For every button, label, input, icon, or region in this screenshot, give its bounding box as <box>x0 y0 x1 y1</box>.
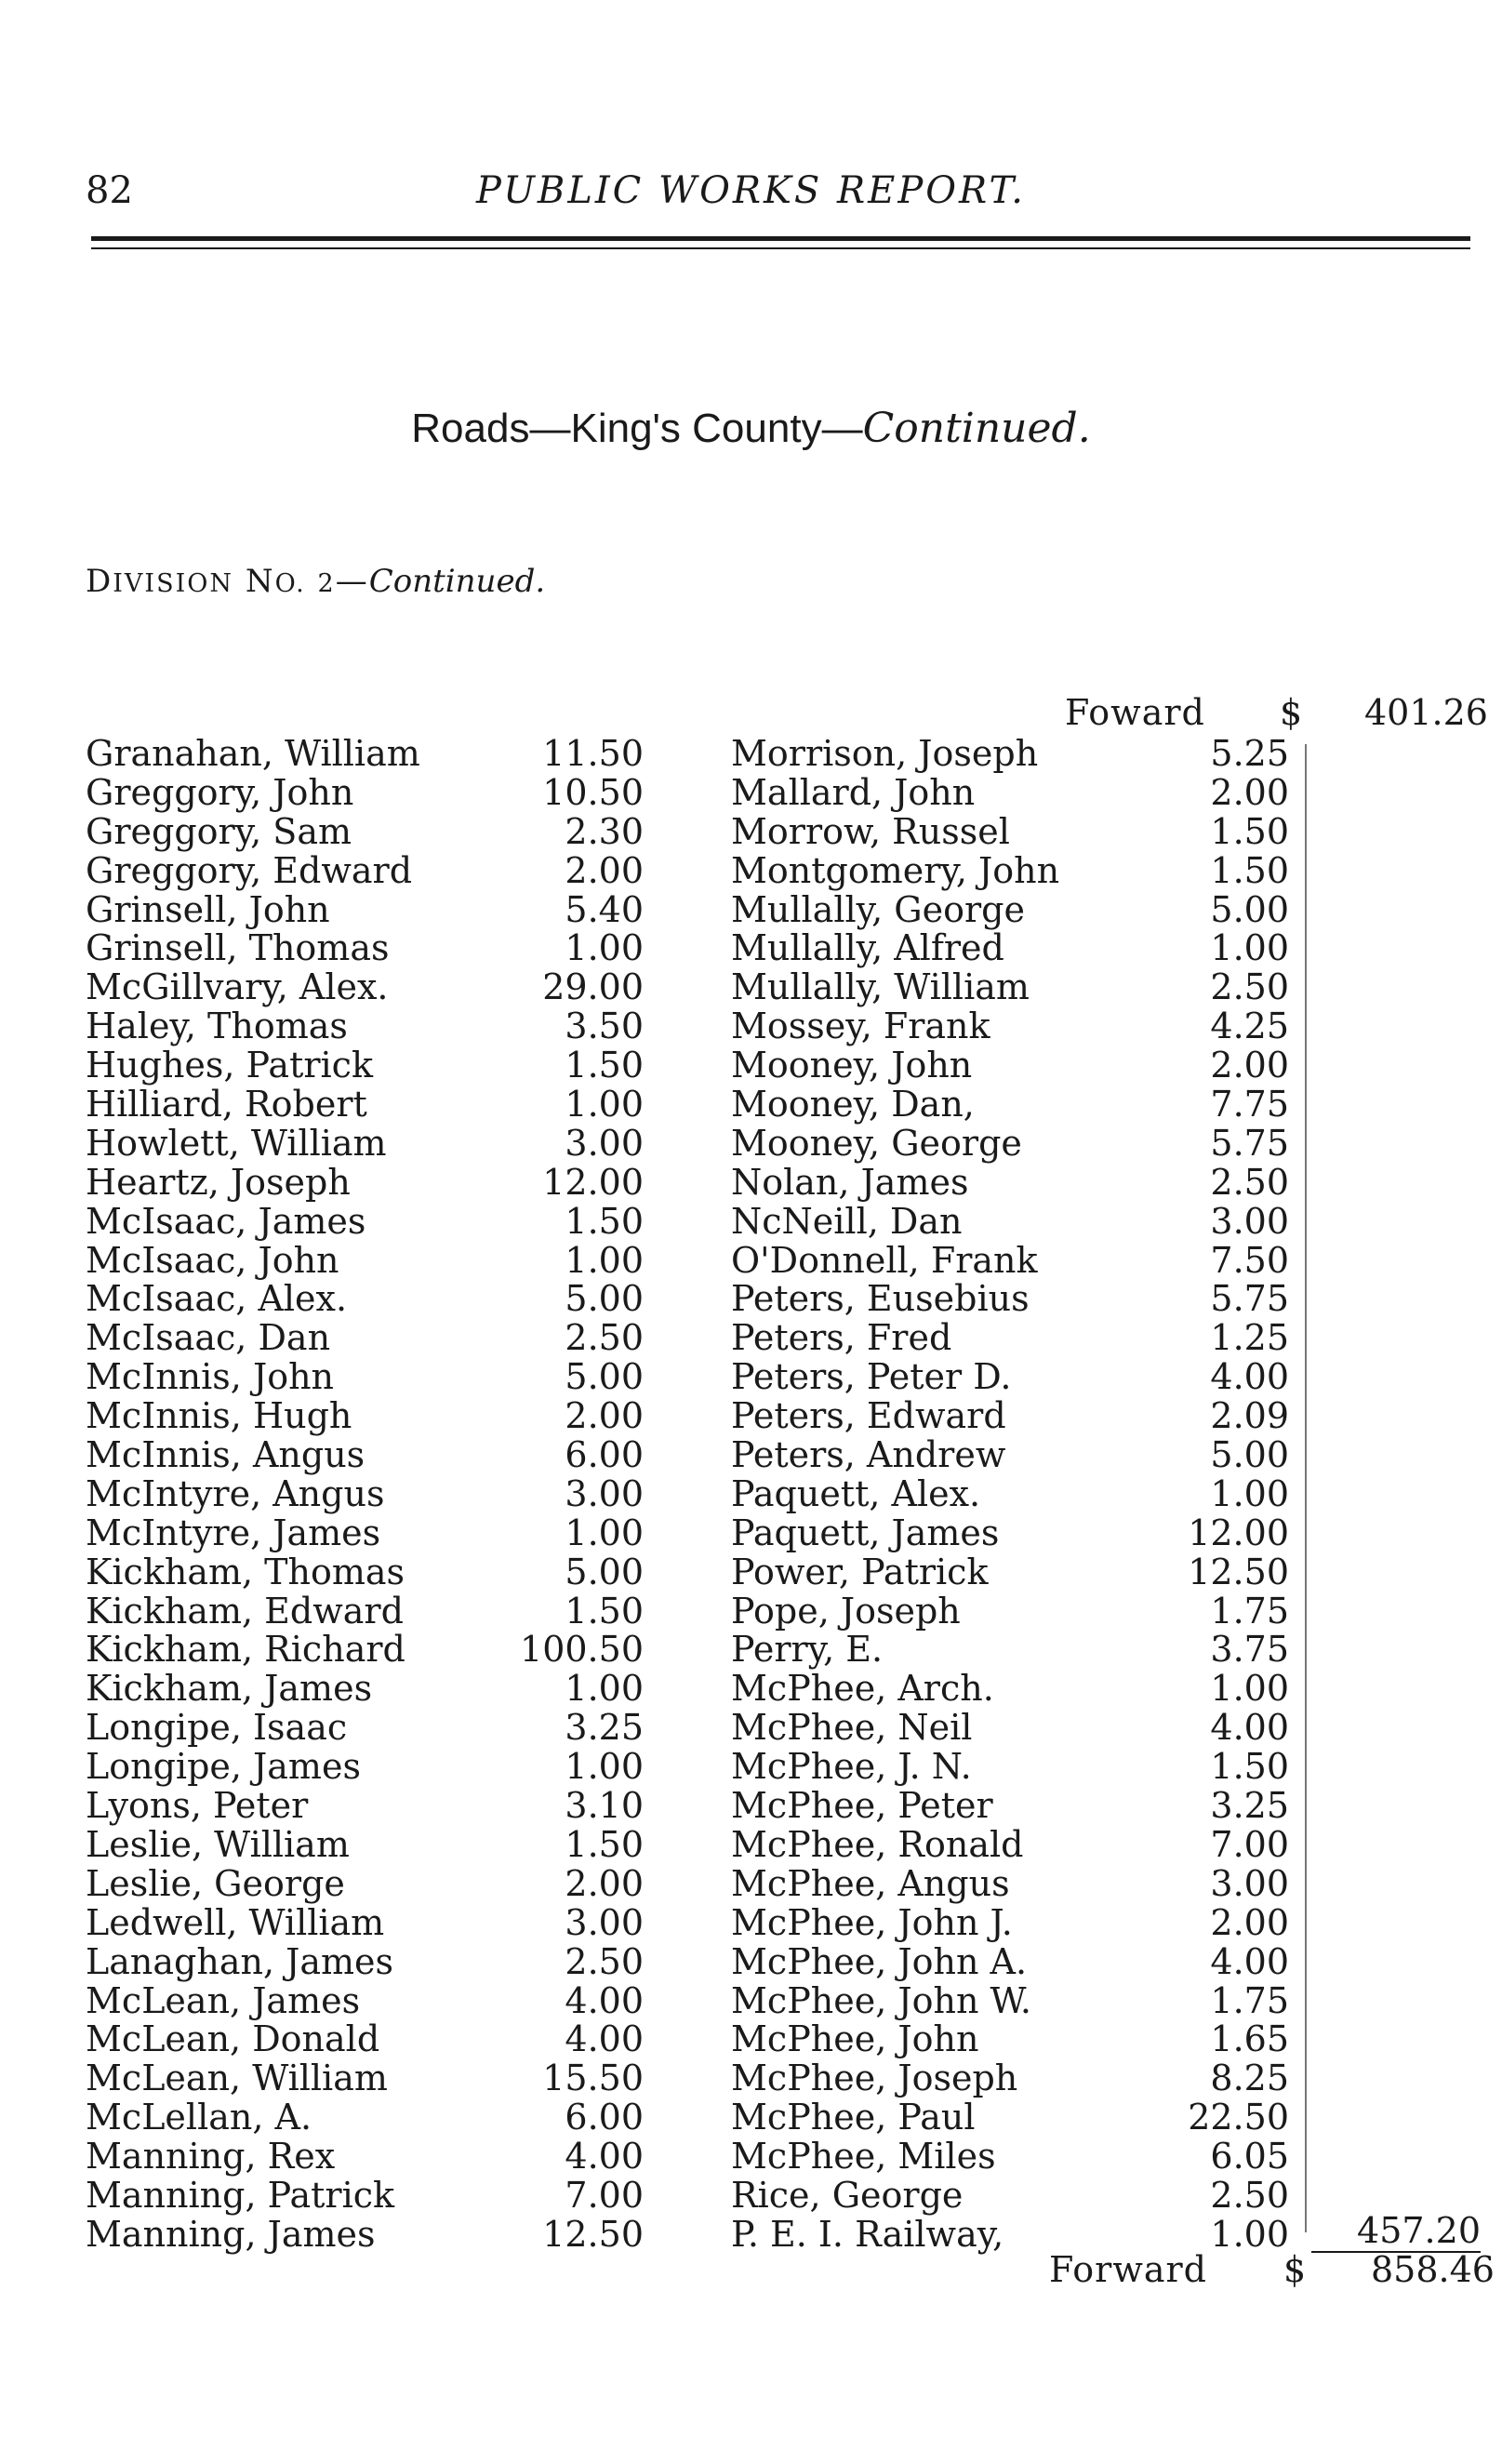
left-entry-name: Hughes, Patrick <box>86 1045 373 1086</box>
right-entry-row <box>731 1436 1289 1475</box>
left-entry-row <box>86 1514 644 1553</box>
forward-header-value: 401.26 <box>1364 692 1488 733</box>
left-entry-row <box>86 1940 644 1982</box>
left-entry-row <box>86 1748 644 1787</box>
right-entry-name: Mullally, William <box>731 966 1030 1008</box>
column-total-block <box>1311 2212 1481 2253</box>
right-entry-row <box>731 1046 1289 1085</box>
right-entries-column <box>731 735 1289 2255</box>
left-entry-name: Kickham, Richard <box>86 1629 405 1671</box>
left-entry-amount: 3.00 <box>565 1122 644 1164</box>
right-entry-amount: 1.00 <box>1210 2213 1289 2255</box>
right-entry-amount: 7.75 <box>1210 1084 1289 1125</box>
left-entry-name: Lanaghan, James <box>86 1940 394 1982</box>
right-entry-name: McPhee, Arch. <box>731 1668 994 1710</box>
left-entry-amount: 5.40 <box>565 888 644 930</box>
left-entry-name: McLean, William <box>86 2058 388 2099</box>
division-word-rest: IVISION <box>113 569 234 598</box>
left-entry-row <box>86 1787 644 1826</box>
left-entry-row <box>86 1280 644 1319</box>
left-entry-amount: 7.00 <box>565 2174 644 2216</box>
right-entry-row <box>731 1514 1289 1553</box>
right-entry-row <box>731 1085 1289 1125</box>
left-entry-amount: 10.50 <box>542 771 644 813</box>
right-entry-row <box>731 1631 1289 1670</box>
left-entry-amount: 2.50 <box>565 1317 644 1359</box>
left-entry-amount: 2.00 <box>565 1862 644 1904</box>
right-entry-name: Nolan, James <box>731 1161 969 1203</box>
right-entry-name: McPhee, Peter <box>731 1785 993 1827</box>
left-entry-name: Grinsell, John <box>86 888 330 930</box>
right-entry-name: O'Donnell, Frank <box>731 1239 1038 1281</box>
right-entry-amount: 1.65 <box>1210 2018 1289 2060</box>
left-entry-amount: 1.00 <box>565 1668 644 1710</box>
left-entry-row <box>86 1709 644 1748</box>
left-entry-amount: 4.00 <box>565 1979 644 2021</box>
right-entry-name: Mooney, John <box>731 1045 973 1086</box>
header-rule-thin <box>91 247 1470 249</box>
right-entry-amount: 12.50 <box>1188 1551 1289 1592</box>
left-entry-amount: 1.00 <box>565 1746 644 1788</box>
left-entry-row <box>86 1161 644 1203</box>
right-entry-amount: 5.00 <box>1210 888 1289 930</box>
left-entry-name: McIsaac, James <box>86 1200 366 1242</box>
left-entry-name: Howlett, William <box>86 1122 387 1164</box>
right-entry-amount: 1.75 <box>1210 1979 1289 2021</box>
right-entry-name: Mullally, George <box>731 888 1025 930</box>
right-entry-name: Pope, Joseph <box>731 1590 961 1632</box>
right-entry-amount: 7.00 <box>1210 1823 1289 1865</box>
right-entry-name: Peters, Edward <box>731 1395 1006 1437</box>
right-entry-name: Mossey, Frank <box>731 1006 990 1047</box>
left-entry-row <box>86 1319 644 1358</box>
left-entry-name: Longipe, Isaac <box>86 1707 348 1749</box>
left-entry-name: Haley, Thomas <box>86 1006 348 1047</box>
left-entry-amount: 29.00 <box>542 966 644 1008</box>
left-entry-row <box>86 1631 644 1670</box>
left-entry-amount: 1.00 <box>565 927 644 969</box>
right-entry-amount: 4.00 <box>1210 1356 1289 1398</box>
left-entry-amount: 4.00 <box>565 2018 644 2060</box>
right-entry-name: Mooney, Dan, <box>731 1084 975 1125</box>
left-entry-row <box>86 1472 644 1514</box>
left-entry-row <box>86 1436 644 1475</box>
right-entry-row <box>731 1553 1289 1592</box>
right-entry-amount: 12.00 <box>1188 1512 1289 1553</box>
left-entry-row <box>86 2098 644 2138</box>
right-entry-name: Paquett, Alex. <box>731 1472 981 1514</box>
left-entry-row <box>86 2174 644 2216</box>
left-entry-name: McGillvary, Alex. <box>86 966 389 1008</box>
left-entry-row <box>86 810 644 852</box>
right-entry-name: McPhee, Neil <box>731 1707 973 1749</box>
section-title-main: Roads—King's County— <box>411 406 863 451</box>
right-entry-amount: 1.00 <box>1210 1472 1289 1514</box>
right-entry-row <box>731 1823 1289 1865</box>
right-entry-row <box>731 2098 1289 2138</box>
right-entry-name: Mullally, Alfred <box>731 927 1004 969</box>
left-entry-row <box>86 2059 644 2098</box>
left-entry-row <box>86 1122 644 1164</box>
left-entry-name: Grinsell, Thomas <box>86 927 390 969</box>
right-entry-amount: 22.50 <box>1188 2097 1289 2138</box>
left-entry-name: Leslie, George <box>86 1862 345 1904</box>
right-entry-name: McPhee, Miles <box>731 2136 996 2178</box>
amount-column-rule <box>1305 744 1307 2232</box>
right-entry-name: McPhee, John J. <box>731 1901 1013 1943</box>
right-entry-amount: 4.25 <box>1210 1006 1289 1047</box>
left-entry-amount: 3.00 <box>565 1472 644 1514</box>
right-entry-amount: 2.00 <box>1210 1901 1289 1943</box>
right-entry-row <box>731 888 1289 930</box>
forward-footer-label: Forward <box>1049 2249 1208 2290</box>
left-entry-name: McIntyre, James <box>86 1512 381 1553</box>
right-entry-row <box>731 1787 1289 1826</box>
right-entry-name: McPhee, John A. <box>731 1940 1028 1982</box>
right-entry-name: McPhee, Paul <box>731 2097 976 2138</box>
right-entry-amount: 2.50 <box>1210 1161 1289 1203</box>
right-entry-amount: 1.50 <box>1210 810 1289 852</box>
forward-footer-value: 858.46 <box>1371 2249 1495 2290</box>
left-entry-amount: 5.00 <box>565 1278 644 1320</box>
right-entry-name: Peters, Andrew <box>731 1434 1006 1476</box>
left-entry-name: McLellan, A. <box>86 2097 312 2138</box>
division-word-initial: D <box>86 563 113 600</box>
left-entry-amount: 1.00 <box>565 1512 644 1553</box>
left-entry-name: Greggory, John <box>86 771 354 813</box>
left-entry-row <box>86 968 644 1007</box>
right-entry-row <box>731 968 1289 1007</box>
left-entry-row <box>86 1862 644 1904</box>
right-entry-row <box>731 2174 1289 2216</box>
right-entry-name: McPhee, Ronald <box>731 1823 1024 1865</box>
right-entry-row <box>731 1979 1289 2021</box>
left-entry-amount: 3.25 <box>565 1707 644 1749</box>
section-title-continued: Continued. <box>862 405 1091 452</box>
right-entry-row <box>731 1200 1289 1242</box>
left-entry-amount: 4.00 <box>565 2136 644 2178</box>
right-entry-amount: 1.00 <box>1210 927 1289 969</box>
forward-header-label: Foward <box>1065 692 1205 733</box>
right-entry-name: Morrow, Russel <box>731 810 1010 852</box>
right-entry-amount: 5.75 <box>1210 1278 1289 1320</box>
right-entry-amount: 5.25 <box>1210 733 1289 774</box>
left-entry-amount: 5.00 <box>565 1551 644 1592</box>
left-entry-row <box>86 2213 644 2255</box>
left-entry-amount: 1.00 <box>565 1084 644 1125</box>
left-entry-row <box>86 771 644 813</box>
left-entry-name: McLean, James <box>86 1979 361 2021</box>
right-entry-amount: 3.25 <box>1210 1785 1289 1827</box>
left-entry-row <box>86 1397 644 1436</box>
right-entry-name: Perry, E. <box>731 1629 884 1671</box>
left-entry-name: Leslie, William <box>86 1823 350 1865</box>
left-entry-row <box>86 1592 644 1632</box>
left-entries-column <box>86 735 644 2255</box>
right-entry-amount: 1.25 <box>1210 1317 1289 1359</box>
left-entry-amount: 5.00 <box>565 1356 644 1398</box>
column-total: 457.20 <box>1357 2210 1481 2251</box>
right-entry-name: Mallard, John <box>731 771 976 813</box>
left-entry-row <box>86 929 644 968</box>
left-entry-name: McIsaac, Alex. <box>86 1278 348 1320</box>
division-continued: Continued. <box>368 563 546 600</box>
left-entry-amount: 3.10 <box>565 1785 644 1827</box>
right-entry-amount: 2.00 <box>1210 771 1289 813</box>
right-entry-amount: 1.50 <box>1210 1746 1289 1788</box>
right-entry-row <box>731 1358 1289 1397</box>
left-entry-row <box>86 735 644 774</box>
left-entry-name: McIntyre, Angus <box>86 1472 385 1514</box>
right-entry-name: NcNeill, Dan <box>731 1200 963 1242</box>
right-entry-name: McPhee, J. N. <box>731 1746 972 1788</box>
left-entry-row <box>86 888 644 930</box>
left-entry-name: Lyons, Peter <box>86 1785 309 1827</box>
right-entry-name: McPhee, Joseph <box>731 2058 1018 2099</box>
right-entry-amount: 3.00 <box>1210 1200 1289 1242</box>
right-entry-row <box>731 1940 1289 1982</box>
left-entry-amount: 2.00 <box>565 849 644 891</box>
left-entry-row <box>86 1823 644 1865</box>
left-entry-amount: 1.50 <box>565 1045 644 1086</box>
left-entry-name: Kickham, Thomas <box>86 1551 405 1592</box>
left-entry-name: Kickham, Edward <box>86 1590 404 1632</box>
division-no-initial: N <box>245 563 275 600</box>
left-entry-name: McInnis, Angus <box>86 1434 366 1476</box>
left-entry-row <box>86 2020 644 2059</box>
right-entry-amount: 8.25 <box>1210 2058 1289 2099</box>
left-entry-amount: 1.00 <box>565 1239 644 1281</box>
right-entry-row <box>731 1280 1289 1319</box>
left-entry-name: McLean, Donald <box>86 2018 380 2060</box>
right-entry-row <box>731 1472 1289 1514</box>
right-entry-name: Peters, Peter D. <box>731 1356 1012 1398</box>
left-entry-amount: 1.50 <box>565 1200 644 1242</box>
right-entry-row <box>731 1862 1289 1904</box>
left-entry-amount: 1.50 <box>565 1823 644 1865</box>
right-entry-row <box>731 1397 1289 1436</box>
left-entry-amount: 11.50 <box>542 733 644 774</box>
left-entry-amount: 3.50 <box>565 1006 644 1047</box>
header-rule-thick <box>91 236 1470 241</box>
right-entry-name: Paquett, James <box>731 1512 1000 1553</box>
right-entry-row <box>731 1007 1289 1046</box>
page-number: 82 <box>86 169 133 212</box>
left-entry-name: Longipe, James <box>86 1746 361 1788</box>
left-entry-row <box>86 1670 644 1709</box>
right-entry-amount: 5.75 <box>1210 1122 1289 1164</box>
left-entry-amount: 6.00 <box>565 2097 644 2138</box>
left-entry-row <box>86 1553 644 1592</box>
left-entry-amount: 2.50 <box>565 1940 644 1982</box>
right-entry-row <box>731 735 1289 774</box>
right-entry-amount: 4.00 <box>1210 1707 1289 1749</box>
left-entry-amount: 15.50 <box>542 2058 644 2099</box>
right-entry-amount: 2.50 <box>1210 966 1289 1008</box>
right-entry-name: McPhee, Angus <box>731 1862 1010 1904</box>
left-entry-name: Ledwell, William <box>86 1901 385 1943</box>
left-entry-row <box>86 849 644 891</box>
forward-header-currency: $ <box>1280 692 1303 733</box>
right-entry-amount: 1.75 <box>1210 1590 1289 1632</box>
right-entry-amount: 3.75 <box>1210 1629 1289 1671</box>
right-entry-amount: 1.50 <box>1210 849 1289 891</box>
running-title: PUBLIC WORKS REPORT. <box>476 169 1026 212</box>
right-entry-amount: 2.50 <box>1210 2174 1289 2216</box>
left-entry-name: Manning, Rex <box>86 2136 336 2178</box>
left-entry-name: McIsaac, John <box>86 1239 339 1281</box>
left-entry-name: McInnis, Hugh <box>86 1395 352 1437</box>
left-entry-name: McInnis, John <box>86 1356 335 1398</box>
left-entry-row <box>86 1358 644 1397</box>
right-entry-amount: 4.00 <box>1210 1940 1289 1982</box>
left-entry-row <box>86 2138 644 2177</box>
left-entry-amount: 12.50 <box>542 2213 644 2255</box>
right-entry-row <box>731 1748 1289 1787</box>
left-entry-name: Hilliard, Robert <box>86 1084 367 1125</box>
right-entry-row <box>731 1239 1289 1281</box>
left-entry-row <box>86 1046 644 1085</box>
right-entry-row <box>731 771 1289 813</box>
division-no-rest: O. <box>274 569 306 598</box>
right-entry-name: Mooney, George <box>731 1122 1022 1164</box>
left-entry-amount: 3.00 <box>565 1901 644 1943</box>
right-entry-row <box>731 1670 1289 1709</box>
left-entry-row <box>86 1979 644 2021</box>
right-entry-row <box>731 1592 1289 1632</box>
right-entry-row <box>731 2059 1289 2098</box>
right-entry-name: Morrison, Joseph <box>731 733 1039 774</box>
left-entry-row <box>86 1007 644 1046</box>
left-entry-amount: 12.00 <box>542 1161 644 1203</box>
right-entry-row <box>731 2020 1289 2059</box>
left-entry-amount: 1.50 <box>565 1590 644 1632</box>
right-entry-row <box>731 849 1289 891</box>
right-entry-row <box>731 1161 1289 1203</box>
right-entry-amount: 5.00 <box>1210 1434 1289 1476</box>
right-entry-row <box>731 1319 1289 1358</box>
left-entry-row <box>86 1901 644 1943</box>
left-entry-name: Greggory, Edward <box>86 849 413 891</box>
right-entry-row <box>731 1901 1289 1943</box>
left-entry-name: Greggory, Sam <box>86 810 352 852</box>
left-entry-name: Kickham, James <box>86 1668 373 1710</box>
right-entry-amount: 2.00 <box>1210 1045 1289 1086</box>
right-entry-row <box>731 2138 1289 2177</box>
right-entry-amount: 3.00 <box>1210 1862 1289 1904</box>
right-entry-row <box>731 929 1289 968</box>
right-entry-name: Peters, Fred <box>731 1317 952 1359</box>
forward-footer-currency: $ <box>1283 2249 1307 2290</box>
right-entry-name: Rice, George <box>731 2174 964 2216</box>
left-entry-amount: 2.30 <box>565 810 644 852</box>
left-entry-name: McIsaac, Dan <box>86 1317 331 1359</box>
left-entry-row <box>86 1085 644 1125</box>
left-entry-row <box>86 1200 644 1242</box>
right-entry-name: Power, Patrick <box>731 1551 989 1592</box>
left-entry-name: Manning, Patrick <box>86 2174 395 2216</box>
right-entry-row <box>731 810 1289 852</box>
right-entry-amount: 1.00 <box>1210 1668 1289 1710</box>
right-entry-name: P. E. I. Railway, <box>731 2213 1004 2255</box>
right-entry-row <box>731 1122 1289 1164</box>
right-entry-amount: 6.05 <box>1210 2136 1289 2178</box>
right-entry-name: McPhee, John <box>731 2018 979 2060</box>
left-entry-amount: 100.50 <box>520 1629 644 1671</box>
left-entry-name: Heartz, Joseph <box>86 1161 351 1203</box>
right-entry-amount: 7.50 <box>1210 1239 1289 1281</box>
division-dash: — <box>335 563 369 600</box>
right-entry-name: Montgomery, John <box>731 849 1060 891</box>
left-entry-name: Manning, James <box>86 2213 376 2255</box>
left-entry-row <box>86 1239 644 1281</box>
right-entry-name: Peters, Eusebius <box>731 1278 1030 1320</box>
left-entry-name: Granahan, William <box>86 733 420 774</box>
division-number: 2 <box>317 569 336 598</box>
left-entry-amount: 6.00 <box>565 1434 644 1476</box>
division-heading <box>86 563 545 600</box>
right-entry-amount: 2.09 <box>1210 1395 1289 1437</box>
right-entry-row <box>731 1709 1289 1748</box>
right-entry-name: McPhee, John W. <box>731 1979 1031 2021</box>
section-title <box>0 405 1502 452</box>
left-entry-amount: 2.00 <box>565 1395 644 1437</box>
